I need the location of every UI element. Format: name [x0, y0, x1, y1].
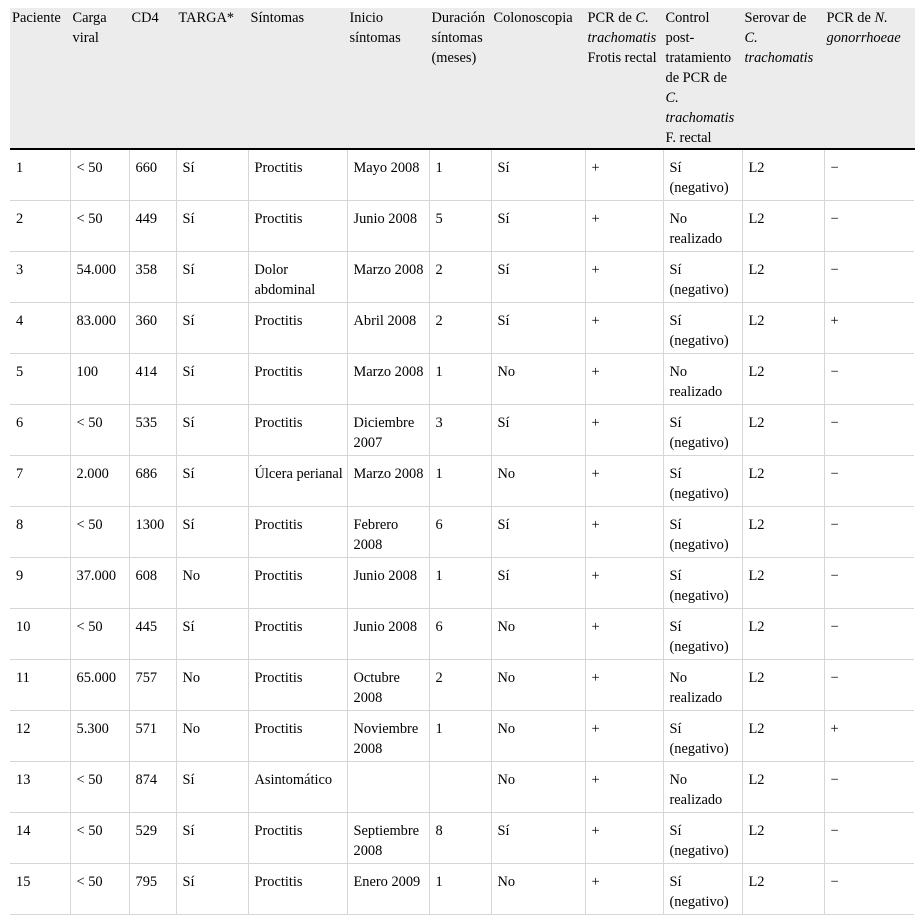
cell-paciente: 9 — [10, 558, 70, 609]
header-control-suffix: F. rectal — [665, 130, 712, 146]
cell-serovar: L2 — [742, 456, 824, 507]
cell-colonoscopia: Sí — [491, 303, 585, 354]
cell-pcr-ct: + — [585, 354, 663, 405]
cell-cd4: 360 — [129, 303, 176, 354]
clinical-table-container — [10, 8, 914, 915]
cell-serovar: L2 — [742, 813, 824, 864]
cell-paciente: 6 — [10, 405, 70, 456]
cell-inicio: Octubre 2008 — [347, 660, 429, 711]
cell-control: No realizado — [663, 762, 742, 813]
cell-inicio: Abril 2008 — [347, 303, 429, 354]
cell-duracion: 3 — [429, 405, 491, 456]
cell-targa: Sí — [176, 149, 248, 201]
cell-control: Sí (negativo) — [663, 711, 742, 762]
table-row — [10, 660, 914, 711]
cell-cd4: 1300 — [129, 507, 176, 558]
header-control — [663, 8, 742, 149]
cell-paciente: 11 — [10, 660, 70, 711]
cell-inicio: Marzo 2008 — [347, 456, 429, 507]
cell-carga-viral: < 50 — [70, 609, 129, 660]
cell-targa: Sí — [176, 252, 248, 303]
cell-cd4: 358 — [129, 252, 176, 303]
cell-duracion: 1 — [429, 864, 491, 915]
cell-sintomas: Proctitis — [248, 354, 347, 405]
cell-pcr-ct: + — [585, 405, 663, 456]
cell-carga-viral: < 50 — [70, 864, 129, 915]
cell-sintomas: Proctitis — [248, 660, 347, 711]
cell-pcr-ct: + — [585, 252, 663, 303]
cell-colonoscopia: No — [491, 864, 585, 915]
cell-inicio: Febrero 2008 — [347, 507, 429, 558]
cell-cd4: 660 — [129, 149, 176, 201]
cell-targa: Sí — [176, 303, 248, 354]
cell-targa: No — [176, 660, 248, 711]
cell-control: No realizado — [663, 660, 742, 711]
cell-carga-viral: 65.000 — [70, 660, 129, 711]
cell-cd4: 686 — [129, 456, 176, 507]
cell-sintomas: Proctitis — [248, 711, 347, 762]
header-pcr-ng-prefix: PCR de — [826, 10, 875, 26]
cell-cd4: 795 — [129, 864, 176, 915]
table-row — [10, 762, 914, 813]
cell-carga-viral: < 50 — [70, 149, 129, 201]
cell-pcr-ng: − — [824, 456, 914, 507]
cell-duracion — [429, 762, 491, 813]
cell-inicio: Noviembre 2008 — [347, 711, 429, 762]
cell-paciente: 15 — [10, 864, 70, 915]
table-row — [10, 507, 914, 558]
cell-colonoscopia: No — [491, 354, 585, 405]
cell-serovar: L2 — [742, 252, 824, 303]
cell-sintomas: Dolor abdominal — [248, 252, 347, 303]
table-row — [10, 303, 914, 354]
cell-targa: Sí — [176, 507, 248, 558]
header-pcr-ng — [824, 8, 914, 149]
cell-inicio: Marzo 2008 — [347, 252, 429, 303]
header-pcr-ct-species: trachomatis — [587, 30, 657, 46]
cell-control: Sí (negativo) — [663, 456, 742, 507]
cell-control: No realizado — [663, 354, 742, 405]
cell-pcr-ct: + — [585, 456, 663, 507]
cell-serovar: L2 — [742, 354, 824, 405]
cell-cd4: 874 — [129, 762, 176, 813]
header-paciente: Paciente — [10, 8, 70, 149]
cell-carga-viral: 83.000 — [70, 303, 129, 354]
header-serovar — [742, 8, 824, 149]
cell-control: Sí (negativo) — [663, 149, 742, 201]
cell-duracion: 2 — [429, 660, 491, 711]
cell-cd4: 608 — [129, 558, 176, 609]
cell-paciente: 1 — [10, 149, 70, 201]
cell-paciente: 8 — [10, 507, 70, 558]
header-duracion: Duración síntomas (meses) — [429, 8, 491, 149]
header-pcr-ng-species: gonorrhoeae — [826, 30, 901, 46]
cell-pcr-ng: − — [824, 405, 914, 456]
cell-serovar: L2 — [742, 405, 824, 456]
cell-serovar: L2 — [742, 711, 824, 762]
header-carga-viral: Carga viral — [70, 8, 129, 149]
cell-cd4: 414 — [129, 354, 176, 405]
cell-duracion: 1 — [429, 558, 491, 609]
cell-inicio — [347, 762, 429, 813]
cell-carga-viral: 100 — [70, 354, 129, 405]
cell-control: Sí (negativo) — [663, 252, 742, 303]
cell-targa: Sí — [176, 864, 248, 915]
cell-colonoscopia: Sí — [491, 149, 585, 201]
table-row — [10, 252, 914, 303]
cell-carga-viral: 5.300 — [70, 711, 129, 762]
cell-carga-viral: < 50 — [70, 507, 129, 558]
cell-serovar: L2 — [742, 864, 824, 915]
cell-pcr-ct: + — [585, 201, 663, 252]
cell-duracion: 2 — [429, 252, 491, 303]
header-serovar-species: trachomatis — [744, 50, 814, 66]
cell-sintomas: Proctitis — [248, 609, 347, 660]
cell-carga-viral: 54.000 — [70, 252, 129, 303]
cell-colonoscopia: Sí — [491, 252, 585, 303]
cell-pcr-ng: − — [824, 354, 914, 405]
cell-control: Sí (negativo) — [663, 813, 742, 864]
cell-cd4: 571 — [129, 711, 176, 762]
cell-targa: Sí — [176, 405, 248, 456]
header-pcr-ct-suffix: Frotis rectal — [587, 50, 657, 66]
cell-serovar: L2 — [742, 660, 824, 711]
table-body — [10, 149, 914, 915]
table-row — [10, 864, 914, 915]
cell-control: Sí (negativo) — [663, 864, 742, 915]
cell-control: Sí (negativo) — [663, 609, 742, 660]
cell-serovar: L2 — [742, 149, 824, 201]
cell-paciente: 14 — [10, 813, 70, 864]
cell-carga-viral: < 50 — [70, 405, 129, 456]
cell-carga-viral: 2.000 — [70, 456, 129, 507]
cell-targa: No — [176, 711, 248, 762]
cell-pcr-ct: + — [585, 558, 663, 609]
cell-inicio: Diciembre 2007 — [347, 405, 429, 456]
cell-cd4: 445 — [129, 609, 176, 660]
cell-pcr-ct: + — [585, 507, 663, 558]
cell-duracion: 1 — [429, 149, 491, 201]
table-row — [10, 609, 914, 660]
cell-duracion: 5 — [429, 201, 491, 252]
cell-colonoscopia: No — [491, 609, 585, 660]
table-row — [10, 558, 914, 609]
cell-serovar: L2 — [742, 201, 824, 252]
cell-pcr-ct: + — [585, 149, 663, 201]
cell-inicio: Enero 2009 — [347, 864, 429, 915]
cell-targa: Sí — [176, 813, 248, 864]
cell-paciente: 10 — [10, 609, 70, 660]
cell-pcr-ng: − — [824, 201, 914, 252]
cell-colonoscopia: Sí — [491, 813, 585, 864]
cell-pcr-ng: − — [824, 762, 914, 813]
cell-carga-viral: < 50 — [70, 762, 129, 813]
header-control-prefix: Control post-tratamiento de PCR de — [665, 10, 732, 86]
cell-pcr-ng: − — [824, 864, 914, 915]
cell-colonoscopia: Sí — [491, 507, 585, 558]
cell-control: No realizado — [663, 201, 742, 252]
cell-duracion: 1 — [429, 456, 491, 507]
header-pcr-ct-prefix: PCR de — [587, 10, 636, 26]
cell-pcr-ct: + — [585, 813, 663, 864]
table-row — [10, 456, 914, 507]
cell-pcr-ct: + — [585, 711, 663, 762]
cell-sintomas: Proctitis — [248, 558, 347, 609]
cell-inicio: Junio 2008 — [347, 609, 429, 660]
header-colonoscopia: Colonoscopia — [491, 8, 585, 149]
cell-paciente: 12 — [10, 711, 70, 762]
cell-carga-viral: < 50 — [70, 201, 129, 252]
cell-sintomas: Proctitis — [248, 303, 347, 354]
cell-inicio: Septiembre 2008 — [347, 813, 429, 864]
cell-inicio: Junio 2008 — [347, 201, 429, 252]
cell-colonoscopia: No — [491, 660, 585, 711]
cell-duracion: 2 — [429, 303, 491, 354]
cell-serovar: L2 — [742, 507, 824, 558]
cell-control: Sí (negativo) — [663, 558, 742, 609]
cell-serovar: L2 — [742, 303, 824, 354]
cell-colonoscopia: No — [491, 711, 585, 762]
cell-pcr-ct: + — [585, 762, 663, 813]
header-pcr-ct — [585, 8, 663, 149]
table-row — [10, 711, 914, 762]
cell-targa: Sí — [176, 609, 248, 660]
cell-control: Sí (negativo) — [663, 303, 742, 354]
cell-duracion: 6 — [429, 507, 491, 558]
cell-serovar: L2 — [742, 762, 824, 813]
cell-pcr-ng: − — [824, 149, 914, 201]
header-inicio-sintomas: Inicio síntomas — [347, 8, 429, 149]
header-control-genus: C. — [665, 90, 679, 106]
cell-pcr-ng: − — [824, 558, 914, 609]
cell-cd4: 535 — [129, 405, 176, 456]
cell-paciente: 13 — [10, 762, 70, 813]
cell-targa: Sí — [176, 354, 248, 405]
header-serovar-genus: C. — [744, 30, 758, 46]
cell-cd4: 449 — [129, 201, 176, 252]
header-serovar-prefix: Serovar de — [744, 10, 807, 26]
cell-pcr-ng: − — [824, 813, 914, 864]
cell-duracion: 1 — [429, 711, 491, 762]
table-row — [10, 405, 914, 456]
cell-paciente: 2 — [10, 201, 70, 252]
header-row — [10, 8, 914, 149]
cell-sintomas: Proctitis — [248, 201, 347, 252]
cell-colonoscopia: No — [491, 456, 585, 507]
cell-sintomas: Proctitis — [248, 813, 347, 864]
cell-sintomas: Asintomático — [248, 762, 347, 813]
cell-inicio: Mayo 2008 — [347, 149, 429, 201]
cell-sintomas: Úlcera perianal — [248, 456, 347, 507]
header-pcr-ct-genus: C. — [635, 10, 649, 26]
header-cd4: CD4 — [129, 8, 176, 149]
header-targa: TARGA* — [176, 8, 248, 149]
cell-sintomas: Proctitis — [248, 149, 347, 201]
cell-targa: Sí — [176, 456, 248, 507]
table-row — [10, 354, 914, 405]
cell-pcr-ct: + — [585, 864, 663, 915]
cell-duracion: 8 — [429, 813, 491, 864]
cell-paciente: 7 — [10, 456, 70, 507]
cell-paciente: 3 — [10, 252, 70, 303]
cell-pcr-ct: + — [585, 660, 663, 711]
cell-colonoscopia: No — [491, 762, 585, 813]
cell-sintomas: Proctitis — [248, 405, 347, 456]
cell-inicio: Marzo 2008 — [347, 354, 429, 405]
cell-carga-viral: 37.000 — [70, 558, 129, 609]
cell-carga-viral: < 50 — [70, 813, 129, 864]
cell-colonoscopia: Sí — [491, 201, 585, 252]
cell-targa: Sí — [176, 201, 248, 252]
cell-pcr-ng: − — [824, 507, 914, 558]
cell-cd4: 757 — [129, 660, 176, 711]
header-sintomas: Síntomas — [248, 8, 347, 149]
cell-sintomas: Proctitis — [248, 507, 347, 558]
table-row — [10, 201, 914, 252]
header-control-species: trachomatis — [665, 110, 735, 126]
cell-paciente: 5 — [10, 354, 70, 405]
cell-duracion: 1 — [429, 354, 491, 405]
table-row — [10, 149, 914, 201]
table-row — [10, 813, 914, 864]
cell-control: Sí (negativo) — [663, 405, 742, 456]
cell-pcr-ng: − — [824, 660, 914, 711]
header-pcr-ng-genus: N. — [874, 10, 888, 26]
cell-colonoscopia: Sí — [491, 405, 585, 456]
cell-sintomas: Proctitis — [248, 864, 347, 915]
cell-pcr-ng: + — [824, 711, 914, 762]
cell-pcr-ng: − — [824, 252, 914, 303]
cell-control: Sí (negativo) — [663, 507, 742, 558]
cell-pcr-ng: − — [824, 609, 914, 660]
cell-targa: No — [176, 558, 248, 609]
cell-pcr-ct: + — [585, 303, 663, 354]
cell-targa: Sí — [176, 762, 248, 813]
cell-pcr-ng: + — [824, 303, 914, 354]
cell-inicio: Junio 2008 — [347, 558, 429, 609]
cell-colonoscopia: Sí — [491, 558, 585, 609]
table-header — [10, 8, 914, 149]
cell-duracion: 6 — [429, 609, 491, 660]
cell-serovar: L2 — [742, 558, 824, 609]
cell-serovar: L2 — [742, 609, 824, 660]
cell-pcr-ct: + — [585, 609, 663, 660]
cell-cd4: 529 — [129, 813, 176, 864]
patients-table — [10, 8, 915, 915]
cell-paciente: 4 — [10, 303, 70, 354]
